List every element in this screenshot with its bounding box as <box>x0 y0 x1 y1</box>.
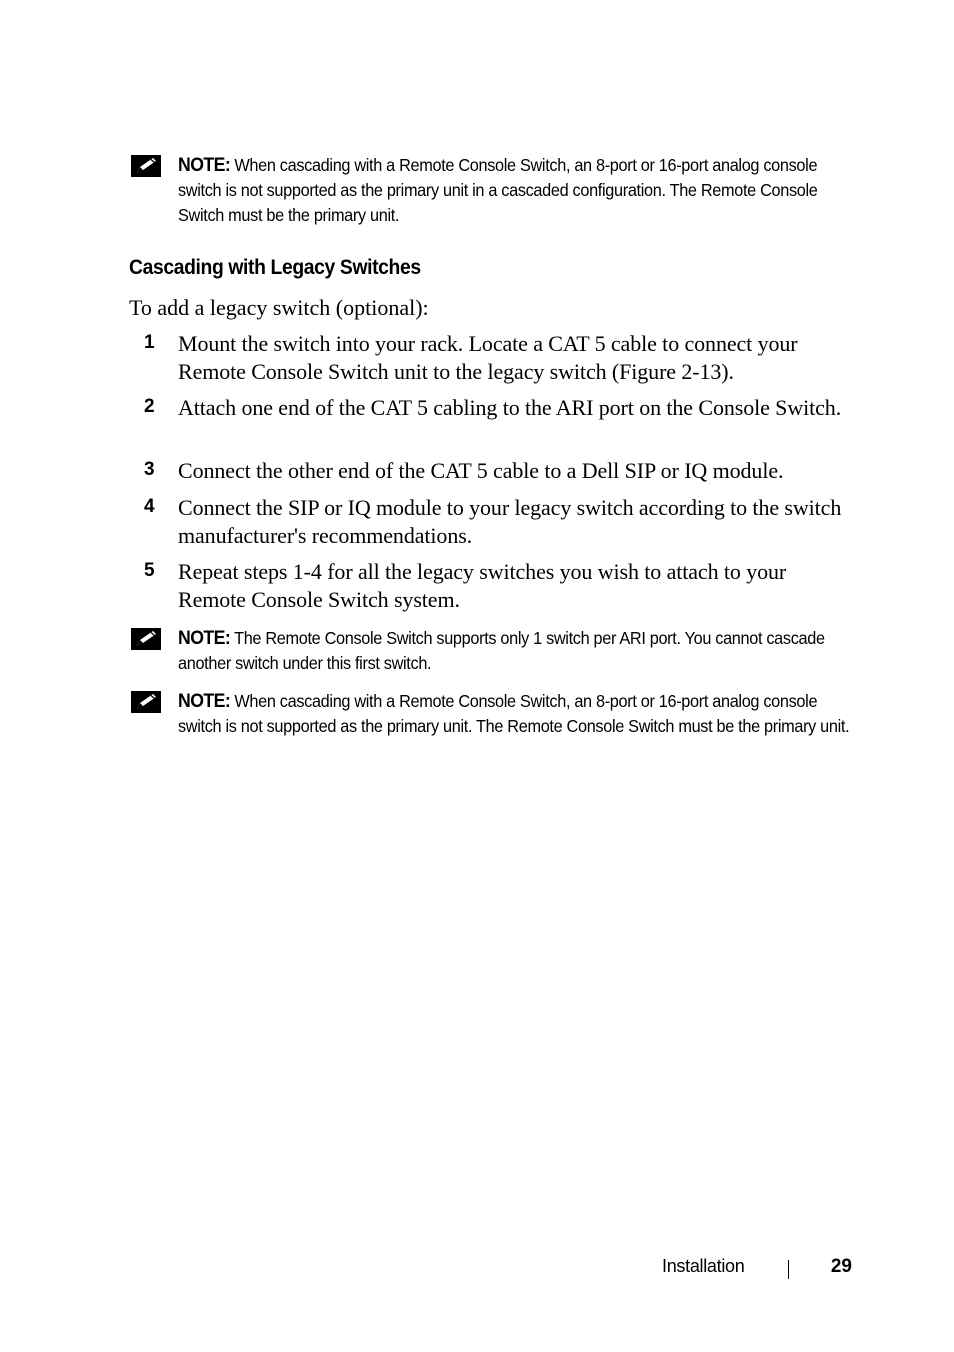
note-body: When cascading with a Remote Console Switch, an 8-port or 16-port analog console switch is not supported as the primary unit. The Remote Console Switch must be the primary unit. <box>178 691 850 736</box>
step-number: 4 <box>144 496 155 517</box>
step-number: 5 <box>144 560 155 581</box>
pencil-note-icon <box>131 628 161 650</box>
intro-text: To add a legacy switch (optional): <box>129 295 429 320</box>
page-number: 29 <box>830 1256 852 1277</box>
step-text: Mount the switch into your rack. Locate a CAT 5 cable to connect your Remote Console Switch unit to the legacy switch (Figure 2-13). <box>178 331 798 384</box>
list-item <box>129 330 859 394</box>
step-number: 2 <box>144 396 155 417</box>
footer-section-name: Installation <box>662 1256 745 1276</box>
footer-divider <box>788 1260 789 1279</box>
note-primary-unit-repeat <box>131 689 859 739</box>
step-text: Attach one end of the CAT 5 cabling to the ARI port on the Console Switch. <box>178 395 842 420</box>
note-ari-port-limit <box>131 626 859 676</box>
step-number: 3 <box>144 459 155 480</box>
note-label: NOTE: <box>178 155 231 176</box>
list-item <box>129 394 859 457</box>
pencil-note-icon <box>131 691 161 713</box>
note-body: When cascading with a Remote Console Switch, an 8-port or 16-port analog console switch is not supported as the primary unit in a cascaded configuration. The Remote Console Switch must be the primary unit. <box>178 155 818 225</box>
pencil-note-icon <box>131 155 161 177</box>
list-item <box>129 558 859 618</box>
note-primary-unit <box>131 153 859 228</box>
note-label: NOTE: <box>178 691 231 712</box>
step-text: Connect the SIP or IQ module to your legacy switch according to the switch manufacturer's recommendations. <box>178 495 842 548</box>
step-text: Connect the other end of the CAT 5 cable to a Dell SIP or IQ module. <box>178 458 784 483</box>
section-heading: Cascading with Legacy Switches <box>129 256 421 279</box>
note-label: NOTE: <box>178 628 231 649</box>
list-item <box>129 494 859 558</box>
note-body: The Remote Console Switch supports only 1 switch per ARI port. You cannot cascade another switch under this first switch. <box>178 628 825 673</box>
step-text: Repeat steps 1-4 for all the legacy switches you wish to attach to your Remote Console Switch system. <box>178 559 787 612</box>
list-item <box>129 457 859 494</box>
step-number: 1 <box>144 332 155 353</box>
page-footer <box>600 1256 852 1282</box>
steps-list <box>129 330 859 618</box>
